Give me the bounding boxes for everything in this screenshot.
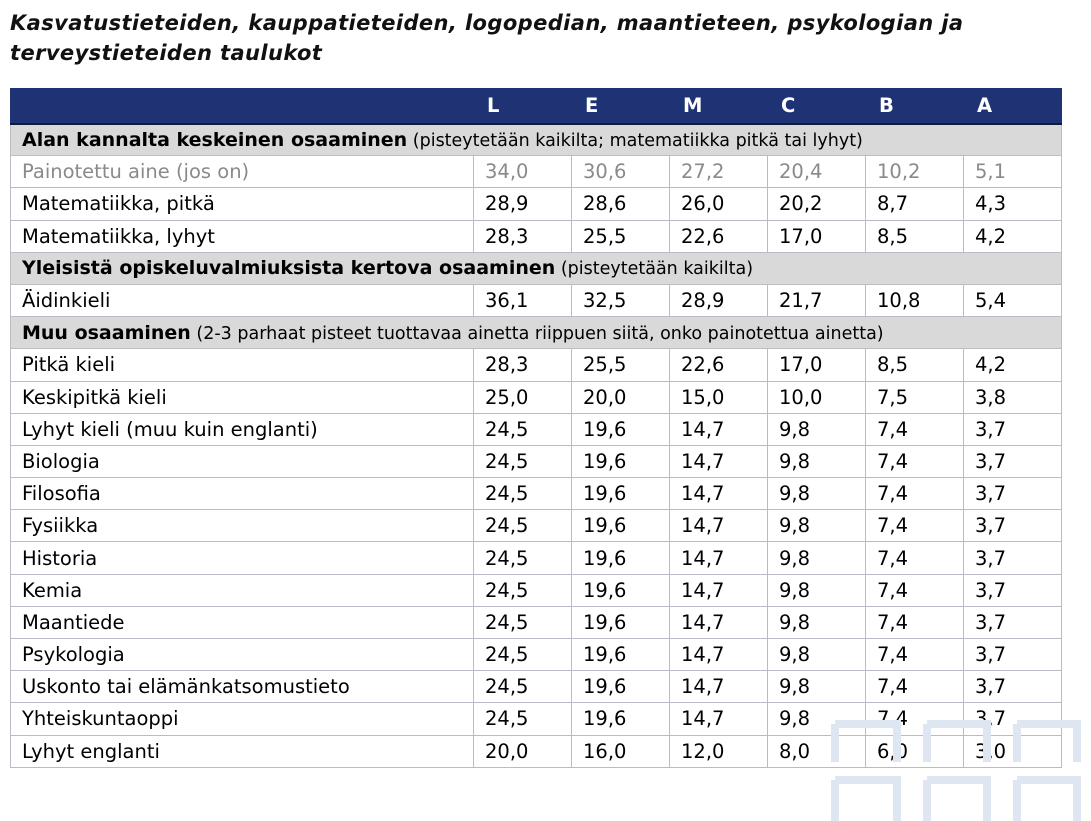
points-cell-a: 3,7 — [964, 639, 1062, 671]
points-cell-b: 7,4 — [866, 639, 964, 671]
points-cell-l: 24,5 — [474, 542, 572, 574]
points-cell-b: 7,4 — [866, 703, 964, 735]
points-cell-l: 24,5 — [474, 639, 572, 671]
subject-label: Filosofia — [11, 478, 474, 510]
points-cell-a: 5,1 — [964, 156, 1062, 188]
points-cell-c: 20,4 — [768, 156, 866, 188]
points-cell-b: 7,4 — [866, 542, 964, 574]
points-cell-l: 24,5 — [474, 413, 572, 445]
points-cell-e: 19,6 — [572, 413, 670, 445]
table-row — [11, 574, 1062, 606]
section-header-row — [11, 317, 1062, 349]
points-cell-b: 8,7 — [866, 188, 964, 220]
points-cell-c: 20,2 — [768, 188, 866, 220]
points-cell-m: 14,7 — [670, 639, 768, 671]
points-cell-m: 27,2 — [670, 156, 768, 188]
points-cell-l: 24,5 — [474, 445, 572, 477]
points-cell-c: 9,8 — [768, 510, 866, 542]
points-cell-a: 3,7 — [964, 445, 1062, 477]
points-cell-e: 19,6 — [572, 445, 670, 477]
points-cell-b: 8,5 — [866, 220, 964, 252]
points-cell-l: 28,3 — [474, 220, 572, 252]
table-header-row — [11, 89, 1062, 124]
points-cell-a: 3,7 — [964, 542, 1062, 574]
table-row — [11, 413, 1062, 445]
section-title: Yleisistä opiskeluvalmiuksista kertova osaaminen — [22, 257, 556, 280]
points-cell-c: 21,7 — [768, 284, 866, 316]
points-cell-b: 7,4 — [866, 478, 964, 510]
points-cell-c: 17,0 — [768, 220, 866, 252]
points-cell-c: 9,8 — [768, 413, 866, 445]
table-row — [11, 349, 1062, 381]
points-cell-m: 22,6 — [670, 349, 768, 381]
points-cell-a: 5,4 — [964, 284, 1062, 316]
points-cell-a: 3,8 — [964, 381, 1062, 413]
subject-label: Äidinkieli — [11, 284, 474, 316]
points-cell-e: 19,6 — [572, 639, 670, 671]
points-cell-e: 19,6 — [572, 542, 670, 574]
points-cell-a: 3,7 — [964, 671, 1062, 703]
points-cell-l: 24,5 — [474, 671, 572, 703]
points-cell-b: 7,5 — [866, 381, 964, 413]
points-cell-c: 9,8 — [768, 574, 866, 606]
points-cell-m: 14,7 — [670, 510, 768, 542]
points-cell-c: 9,8 — [768, 542, 866, 574]
points-cell-e: 16,0 — [572, 735, 670, 767]
section-note: (pisteytetään kaikilta; matematiikka pitkä tai lyhyt) — [407, 130, 863, 151]
points-cell-l: 28,9 — [474, 188, 572, 220]
points-cell-e: 25,5 — [572, 349, 670, 381]
points-cell-m: 14,7 — [670, 574, 768, 606]
subject-label: Matematiikka, pitkä — [11, 188, 474, 220]
points-cell-m: 14,7 — [670, 606, 768, 638]
section-title: Muu osaaminen — [22, 321, 191, 344]
table-row — [11, 542, 1062, 574]
subject-label: Psykologia — [11, 639, 474, 671]
points-cell-b: 6,0 — [866, 735, 964, 767]
section-title: Alan kannalta keskeinen osaaminen — [22, 128, 408, 151]
points-cell-b: 10,8 — [866, 284, 964, 316]
points-cell-l: 24,5 — [474, 510, 572, 542]
subject-label: Pitkä kieli — [11, 349, 474, 381]
points-cell-c: 9,8 — [768, 671, 866, 703]
points-cell-m: 14,7 — [670, 478, 768, 510]
table-row — [11, 445, 1062, 477]
points-cell-a: 3,7 — [964, 703, 1062, 735]
points-cell-l: 24,5 — [474, 703, 572, 735]
section-header-cell — [11, 252, 1062, 284]
points-cell-a: 4,2 — [964, 220, 1062, 252]
section-header-cell — [11, 124, 1062, 156]
points-cell-c: 10,0 — [768, 381, 866, 413]
subject-label: Painotettu aine (jos on) — [11, 156, 474, 188]
subject-label: Yhteiskuntaoppi — [11, 703, 474, 735]
points-cell-m: 22,6 — [670, 220, 768, 252]
grade-header-c: C — [768, 89, 866, 124]
points-cell-e: 19,6 — [572, 574, 670, 606]
subject-label: Fysiikka — [11, 510, 474, 542]
points-cell-e: 32,5 — [572, 284, 670, 316]
points-cell-e: 28,6 — [572, 188, 670, 220]
table-body — [11, 124, 1062, 768]
grade-header-a: A — [964, 89, 1062, 124]
points-cell-c: 8,0 — [768, 735, 866, 767]
grade-header-e: E — [572, 89, 670, 124]
title-line-1: Kasvatustieteiden, kauppatieteiden, logopedian, maantieteen, psykologian ja — [10, 11, 964, 35]
points-cell-b: 7,4 — [866, 574, 964, 606]
table-row — [11, 671, 1062, 703]
points-cell-a: 3,0 — [964, 735, 1062, 767]
table-row — [11, 510, 1062, 542]
points-cell-c: 9,8 — [768, 445, 866, 477]
points-cell-a: 4,2 — [964, 349, 1062, 381]
section-header-row — [11, 252, 1062, 284]
table-row — [11, 381, 1062, 413]
points-cell-a: 3,7 — [964, 574, 1062, 606]
section-note: (pisteytetään kaikilta) — [555, 259, 754, 280]
subject-label: Lyhyt englanti — [11, 735, 474, 767]
points-cell-b: 7,4 — [866, 445, 964, 477]
points-cell-e: 25,5 — [572, 220, 670, 252]
points-cell-c: 9,8 — [768, 639, 866, 671]
subject-label: Lyhyt kieli (muu kuin englanti) — [11, 413, 474, 445]
table-row — [11, 284, 1062, 316]
subject-label: Kemia — [11, 574, 474, 606]
points-cell-a: 3,7 — [964, 606, 1062, 638]
grade-header-l: L — [474, 89, 572, 124]
subject-label: Keskipitkä kieli — [11, 381, 474, 413]
grade-header-b: B — [866, 89, 964, 124]
subject-label: Historia — [11, 542, 474, 574]
points-cell-m: 14,7 — [670, 703, 768, 735]
points-cell-b: 7,4 — [866, 413, 964, 445]
points-cell-b: 10,2 — [866, 156, 964, 188]
points-cell-b: 7,4 — [866, 510, 964, 542]
table-row — [11, 639, 1062, 671]
section-header-row — [11, 124, 1062, 156]
section-header-cell — [11, 317, 1062, 349]
points-cell-c: 9,8 — [768, 703, 866, 735]
points-cell-e: 19,6 — [572, 478, 670, 510]
points-cell-l: 28,3 — [474, 349, 572, 381]
points-cell-m: 26,0 — [670, 188, 768, 220]
points-cell-a: 3,7 — [964, 478, 1062, 510]
points-cell-l: 24,5 — [474, 478, 572, 510]
points-cell-e: 19,6 — [572, 703, 670, 735]
header-subject-cell — [11, 89, 474, 124]
table-row — [11, 220, 1062, 252]
watermark-pattern-icon — [827, 712, 1091, 821]
points-cell-e: 30,6 — [572, 156, 670, 188]
table-row — [11, 156, 1062, 188]
table-row — [11, 188, 1062, 220]
points-cell-l: 25,0 — [474, 381, 572, 413]
subject-label: Maantiede — [11, 606, 474, 638]
page-title — [10, 8, 1080, 68]
points-cell-m: 14,7 — [670, 413, 768, 445]
points-cell-l: 34,0 — [474, 156, 572, 188]
section-note: (2-3 parhaat pisteet tuottavaa ainetta riippuen siitä, onko painotettua ainetta) — [190, 323, 884, 344]
points-cell-e: 19,6 — [572, 671, 670, 703]
points-cell-c: 9,8 — [768, 478, 866, 510]
points-cell-e: 19,6 — [572, 510, 670, 542]
points-cell-b: 7,4 — [866, 606, 964, 638]
points-cell-l: 24,5 — [474, 574, 572, 606]
points-cell-m: 14,7 — [670, 671, 768, 703]
points-cell-l: 36,1 — [474, 284, 572, 316]
points-cell-a: 3,7 — [964, 510, 1062, 542]
points-cell-e: 19,6 — [572, 606, 670, 638]
points-cell-b: 7,4 — [866, 671, 964, 703]
points-cell-a: 3,7 — [964, 413, 1062, 445]
points-cell-c: 9,8 — [768, 606, 866, 638]
subject-label: Biologia — [11, 445, 474, 477]
subject-label: Uskonto tai elämänkatsomustieto — [11, 671, 474, 703]
grade-points-table — [10, 88, 1062, 768]
points-cell-l: 24,5 — [474, 606, 572, 638]
points-cell-m: 14,7 — [670, 445, 768, 477]
points-cell-l: 20,0 — [474, 735, 572, 767]
points-cell-c: 17,0 — [768, 349, 866, 381]
points-cell-m: 14,7 — [670, 542, 768, 574]
points-cell-a: 4,3 — [964, 188, 1062, 220]
subject-label: Matematiikka, lyhyt — [11, 220, 474, 252]
table-row — [11, 478, 1062, 510]
points-cell-m: 12,0 — [670, 735, 768, 767]
table-row — [11, 606, 1062, 638]
grade-header-m: M — [670, 89, 768, 124]
points-cell-e: 20,0 — [572, 381, 670, 413]
points-cell-m: 15,0 — [670, 381, 768, 413]
points-cell-b: 8,5 — [866, 349, 964, 381]
title-line-2: terveystieteiden taulukot — [10, 41, 323, 65]
points-cell-m: 28,9 — [670, 284, 768, 316]
